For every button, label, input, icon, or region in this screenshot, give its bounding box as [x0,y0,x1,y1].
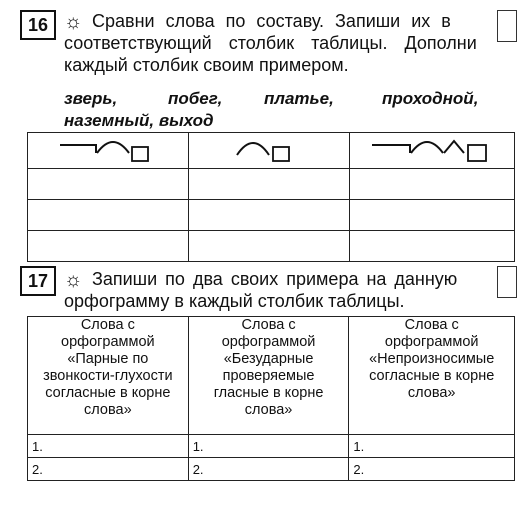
answer-cell-2-1[interactable] [28,458,189,481]
scheme-cell-3 [350,133,515,169]
answer-cell[interactable] [28,231,189,262]
answer-cell-2-2[interactable] [188,458,349,481]
header-line: слова» [84,402,132,418]
task-17-number: 17 [20,266,56,296]
word-4: проходной, [382,89,479,108]
task-17-line-1: Запиши по два своих примера на данную [92,269,458,289]
task-17-line-2: орфограмму в каждый столбик таблицы. [64,291,405,311]
answer-cell[interactable] [189,231,350,262]
header-line: орфограммой [221,334,316,350]
task-16-answer-box[interactable] [497,10,517,42]
header-line: «Безударные [223,351,314,367]
answer-cell-2-3[interactable] [349,458,515,481]
header-line: гласные в корне [213,385,324,401]
header-line: орфограммой [61,334,155,350]
answer-cell[interactable] [189,169,350,200]
scheme-cell-1 [28,133,189,169]
header-line: согласные в корне [369,368,495,384]
task-17-answer-box[interactable] [497,266,517,298]
sun-icon: ☼ [64,269,83,291]
sun-icon: ☼ [64,11,83,33]
header-line: согласные в корне [45,385,171,401]
header-line: Слова с [241,317,296,333]
word-2: побег, [168,89,223,108]
scheme-cell-2 [189,133,350,169]
scheme-root-ending-icon [189,133,349,163]
header-line: слова» [407,385,456,401]
header-line: Слова с [404,317,459,333]
row-label: 1. [32,438,43,454]
word-1: зверь, [64,89,118,108]
row-label: 2. [32,461,43,477]
answer-cell[interactable] [350,169,515,200]
word-3: платье, [264,89,334,108]
task-17-instruction [64,268,494,312]
row-label: 2. [353,461,365,477]
answer-cell[interactable] [350,200,515,231]
task-16-line-1: Сравни слова по составу. Запиши их в [92,11,451,31]
column-header-1 [28,317,189,435]
column-header-2 [188,317,349,435]
header-line: «Непроизносимые [369,351,495,367]
scheme-prefix-root-suffix-ending-icon [350,133,514,163]
task-16-table [27,132,515,262]
words-line-2: наземный, выход [64,111,214,130]
answer-cell[interactable] [28,200,189,231]
row-label: 1. [353,438,365,454]
answer-cell[interactable] [189,200,350,231]
scheme-prefix-root-ending-icon [28,133,188,163]
header-line: «Парные по [67,351,149,367]
answer-cell[interactable] [350,231,515,262]
task-16-line-3: каждый столбик своим примером. [64,55,349,75]
task-16-instruction [64,10,494,76]
answer-cell-1-1[interactable] [28,435,189,458]
row-label: 1. [192,438,204,454]
task-16-line-2: соответствующий столбик таблицы. Дополни [64,33,477,53]
answer-cell-1-3[interactable] [349,435,515,458]
answer-cell-1-2[interactable] [188,435,349,458]
task-17-table [27,316,515,481]
task-16-words [64,88,494,132]
row-label: 2. [192,461,204,477]
header-line: орфограммой [384,334,479,350]
answer-cell[interactable] [28,169,189,200]
header-line: Слова с [80,317,135,333]
task-16-number: 16 [20,10,56,40]
header-line: слова» [244,402,293,418]
header-line: проверяемые [222,368,315,384]
header-line: звонкости-глухости [43,368,173,384]
column-header-3 [349,317,515,435]
